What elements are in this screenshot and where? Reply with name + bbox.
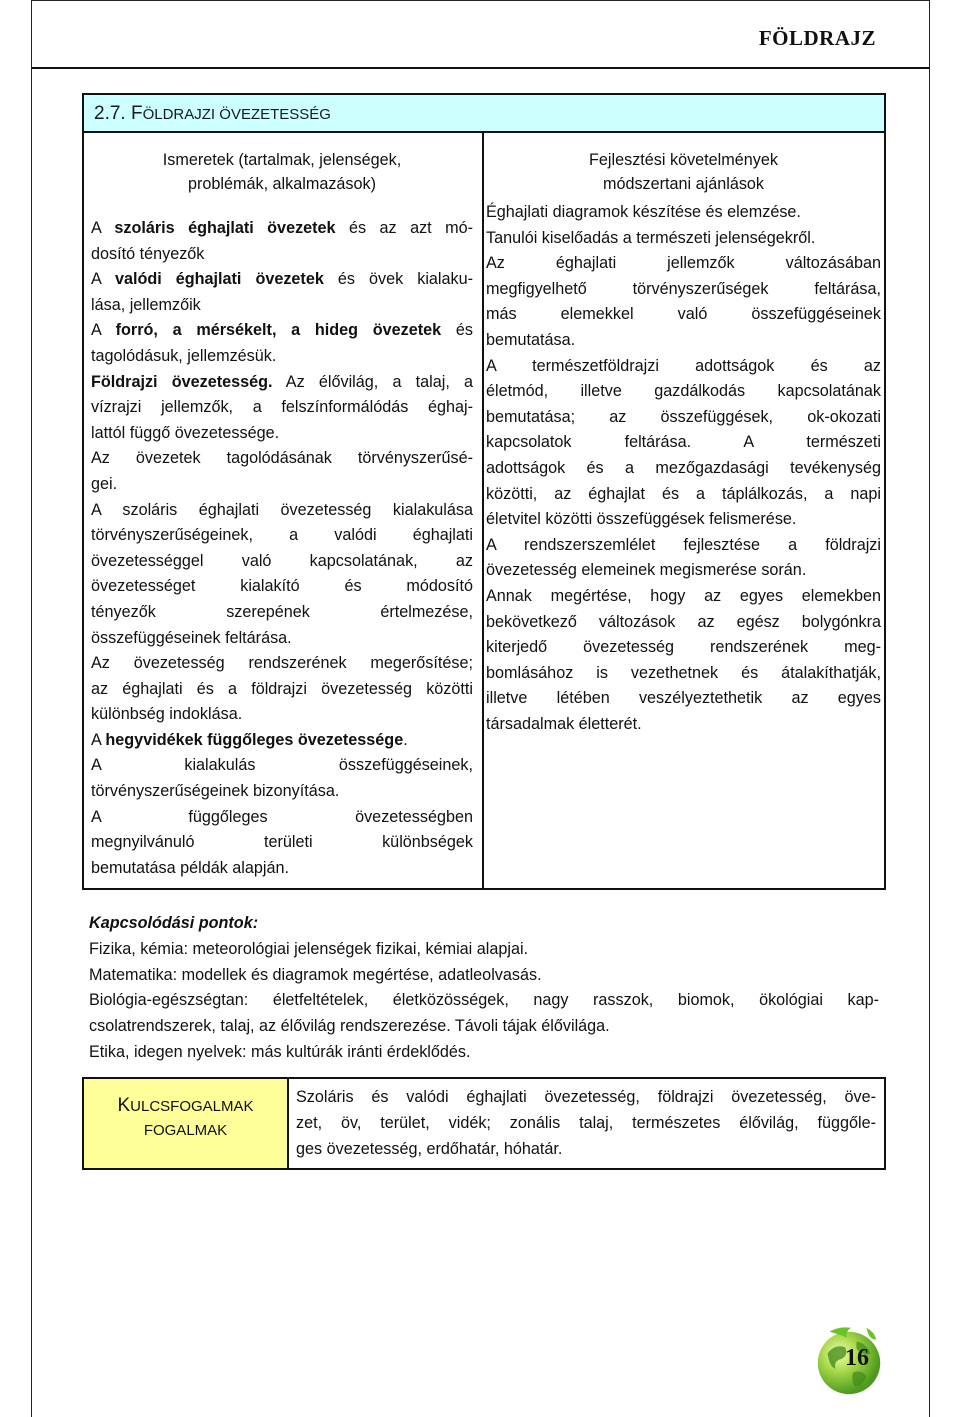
solar-zonation-paragraph	[91, 498, 473, 652]
knowledge-heading: Ismeretek (tartalmak, jelenségek, problémák, alkalmazások)	[162, 151, 402, 193]
text-line: A szoláris éghajlati övezetesség kialakulása	[91, 500, 473, 519]
connections-list	[89, 937, 879, 1066]
requirement-line: megfigyelhető törvényszerűségek feltárása,	[486, 279, 881, 298]
topic-line: dosító tényezők	[91, 244, 205, 263]
requirement-line: kapcsolatok feltárása. A természeti	[486, 433, 881, 452]
content-table	[82, 133, 886, 890]
key-concepts-text	[296, 1085, 876, 1162]
requirement-line: övezetesség elemeinek megismerése során.	[486, 561, 807, 580]
text-line: ges övezetesség, erdőhatár, hóhatár.	[296, 1139, 563, 1158]
topic-line: A szoláris éghajlati övezetek és az azt mó-	[91, 219, 473, 237]
requirement-line: Az éghajlati jellemzők változásában	[486, 254, 881, 273]
text-line: csolatrendszerek, talaj, az élővilág rendszerezése. Távoli tájak élővilága.	[89, 1017, 610, 1036]
text-line: törvényszerűségeinek bizonyítása.	[91, 782, 340, 801]
requirements-text	[486, 200, 881, 737]
header-rule	[32, 67, 930, 69]
text-line: Etika, idegen nyelvek: más kultúrák iránti érdeklődés.	[89, 1042, 471, 1061]
requirement-line: Éghajlati diagramok készítése és elemzése.	[486, 203, 801, 221]
topic-line: tagolódásuk, jellemzésük.	[91, 346, 277, 365]
requirement-line: társadalmak életterét.	[486, 714, 642, 733]
text-line: Matematika: modellek és diagramok megértése, adatleolvasás.	[89, 965, 542, 984]
requirements-column	[486, 133, 881, 737]
topic-line: A forró, a mérsékelt, a hideg övezetek és	[91, 321, 473, 340]
requirement-line: bemutatása; az összefüggések, ok-okozati	[486, 407, 881, 426]
key-concepts-table	[82, 1077, 886, 1170]
text-line: törvényszerűségeinek, a valódi éghajlati	[91, 526, 473, 545]
requirements-heading: Fejlesztési követelmények módszertani ajánlások	[589, 151, 778, 193]
text-line: zet, öv, terület, vidék; zonális talaj, természetes élővilág, függőle-	[296, 1113, 876, 1132]
requirement-line: bomlásához is vezethetnek és átalakíthatják,	[486, 663, 881, 682]
header-title: FÖLDRAJZ	[758, 26, 876, 50]
connections-title: Kapcsolódási pontok:	[89, 914, 259, 932]
requirement-line: bemutatása.	[486, 330, 576, 349]
requirement-line: más elemekkel való összefüggéseinek	[486, 305, 881, 324]
text-line: Szoláris és valódi éghajlati övezetesség, földrajzi övezetesség, öve-	[296, 1088, 876, 1106]
text-line: Biológia-egészségtan: életfeltételek, életközösségek, nagy rasszok, biomok, ökológiai kap-	[89, 991, 879, 1010]
text-line: megnyilvánuló területi különbségek	[91, 833, 473, 852]
text-line: bemutatása példák alapján.	[91, 858, 289, 877]
column-divider	[482, 133, 484, 888]
text-line: különbség indoklása.	[91, 705, 243, 724]
requirement-line: Annak megértése, hogy az egyes elemekben	[486, 586, 881, 605]
geography-zonation-paragraph: Földrajzi övezetesség. Az élővilág, a talaj, a	[91, 372, 474, 391]
zonation-system-paragraph	[91, 651, 473, 728]
vertical-zonation-paragraph	[91, 805, 473, 882]
zone-division-paragraph: Az övezetek tagolódásának törvényszerűsé-	[91, 449, 473, 468]
text-line: Fizika, kémia: meteorológiai jelenségek fizikai, kémiai alapjai.	[89, 939, 529, 958]
requirement-line: életmód, illetve gazdálkodás kapcsolatának	[486, 382, 881, 401]
requirement-line: A természetföldrajzi adottságok és az	[486, 356, 881, 375]
connections-section	[89, 911, 879, 1066]
section-title-initial: F	[130, 103, 143, 124]
section-number: 2.7.	[94, 103, 126, 124]
section-title-rest: ÖLDRAJZI ÖVEZETESSÉG	[142, 106, 331, 123]
requirement-line: adottságok és a mezőgazdasági tevékenység	[486, 458, 881, 477]
page-frame-right	[929, 0, 930, 1417]
requirement-line: közötti, az éghajlat és a táplálkozás, a napi	[486, 484, 881, 503]
text-line: övezetességet kialakító és módosító	[91, 577, 473, 596]
page-number: 16	[845, 1345, 869, 1371]
section-title	[94, 103, 331, 125]
topic-line: A valódi éghajlati övezetek és övek kialaku-	[91, 270, 474, 289]
text-line: Az övezetesség rendszerének megerősítése;	[91, 654, 473, 673]
topic-list	[91, 216, 473, 370]
section-title-bar	[82, 93, 886, 133]
requirement-line: Tanulói kiselőadás a természeti jelenségekről.	[486, 228, 816, 247]
page-frame-left	[31, 0, 32, 1417]
knowledge-column: Ismeretek (tartalmak, jelenségek, problémák, alkalmazások) A szoláris éghajlati övezetek és az azt mó- dosító tényezők A valódi éghajlati övezetek és övek kialaku- lása, jellemzőik A forró, a mérsékelt, a hideg övezetek és tagolódásuk, jellemzésük. Földrajzi övezetesség. Az élővilág, a talaj, a vízrajzi jellemzők, a felszínformálódás éghaj- lattól függő övezetessége. Az övezetek tagolódásának törvényszerűsé- gei. A szoláris éghajlati övezetesség kialakulása törvényszerűségeinek, a valódi éghajlati övezetességgel való kapcsolatának, az övezetességet kialakító és módosító tényezők szerepének értelmezése, összefüggéseinek feltárása. Az övezetesség rendszerének megerősítése; az éghajlati és a földrajzi övezetesség közötti különbség indoklása. A hegyvidékek függőleges övezetessége. A kialakulás összefüggéseinek, törvényszerűségeinek bizonyítása. A függőleges övezetességben megnyilvánuló területi különbségek bemutatása példák alapján.	[91, 133, 473, 881]
topic-line: lása, jellemzőik	[91, 295, 201, 314]
key-concepts-label: KULCSFOGALMAK FOGALMAK	[84, 1079, 289, 1168]
mountain-zonation-paragraph: A hegyvidékek függőleges övezetessége.	[91, 730, 408, 749]
formation-paragraph	[91, 753, 473, 804]
requirement-line: A rendszerszemlélet fejlesztése a földrajzi	[486, 535, 881, 554]
requirement-line: kiterjedő övezetesség rendszerének meg-	[486, 638, 881, 657]
text-line: az éghajlati és a földrajzi övezetesség közötti	[91, 679, 473, 698]
text-line: A kialakulás összefüggéseinek,	[91, 756, 473, 775]
requirement-line: bekövetkező változások az egész bolygónkra	[486, 612, 881, 631]
requirement-line: illetve létében veszélyeztethetik az egyes	[486, 689, 881, 708]
text-line: tényezők szerepének értelmezése,	[91, 602, 473, 621]
text-line: A függőleges övezetességben	[91, 807, 473, 826]
requirement-line: életvitel közötti összefüggések felismerése.	[486, 510, 797, 529]
text-line: övezetességgel való kapcsolatának, az	[91, 551, 473, 570]
page-frame-top	[31, 0, 930, 1]
text-line: összefüggéseinek feltárása.	[91, 628, 292, 647]
